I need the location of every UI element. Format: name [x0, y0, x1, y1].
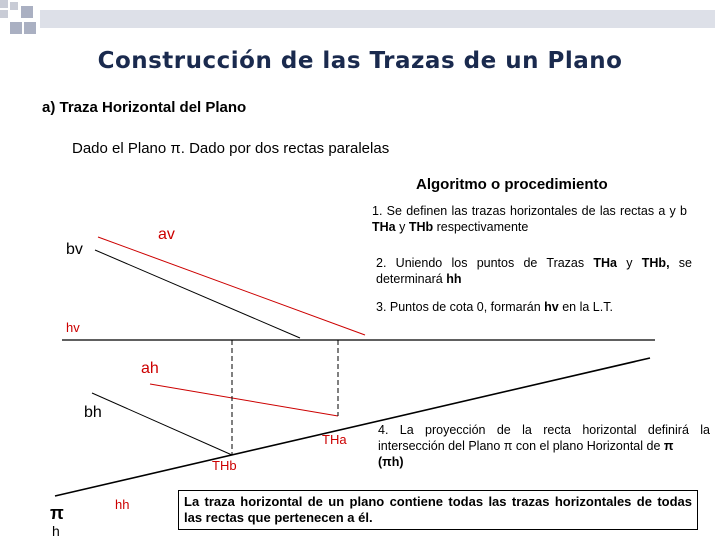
label-bh: bh: [84, 404, 102, 421]
step-4-text: 4. La proyección de la recta horizontal definirá la intersección del Plano π con el plano Horizontal de: [378, 423, 710, 453]
step-3-suffix: en la L.T.: [558, 300, 613, 314]
step-1-tha: THa: [372, 220, 396, 234]
step-1-mid: y: [395, 220, 409, 234]
label-thb: THb: [212, 458, 237, 473]
step-2-suffix: se determinará: [376, 256, 692, 286]
conclusion-box: La traza horizontal de un plano contiene todas las trazas horizontales de todas las rectas que pertenecen a él.: [178, 490, 698, 530]
step-2-text: 2. Uniendo los puntos de Trazas: [376, 256, 594, 270]
label-bv: bv: [66, 241, 83, 258]
line-hh: [55, 358, 650, 496]
step-3-hv: hv: [544, 300, 559, 314]
step-2-hh: hh: [446, 272, 462, 286]
step-2-tha: THa: [593, 256, 618, 270]
page-title: Construcción de las Trazas de un Plano: [97, 48, 623, 74]
algorithm-title: Algoritmo o procedimiento: [416, 176, 608, 193]
label-ah: ah: [141, 360, 159, 377]
label-hh: hh: [115, 497, 130, 512]
label-hv: hv: [66, 320, 80, 335]
step-2-mid: y: [617, 256, 642, 270]
step-4-pih: (πh): [378, 455, 404, 469]
label-tha: THa: [322, 432, 347, 447]
step-1-text: 1. Se definen las trazas horizontales de las rectas a y b: [372, 204, 687, 218]
step-4-pi: π: [663, 439, 674, 453]
step-1-suffix: respectivamente: [433, 220, 529, 234]
label-av: av: [158, 226, 175, 243]
line-ah: [150, 384, 338, 416]
step-2-thb: THb,: [641, 256, 670, 270]
given-statement: Dado el Plano π. Dado por dos rectas paralelas: [72, 140, 390, 157]
step-3-text: 3. Puntos de cota 0, formarán: [376, 300, 545, 314]
line-bh: [92, 393, 232, 455]
label-pi: π: [50, 503, 64, 523]
step-1-thb: THb: [408, 220, 434, 234]
line-av: [98, 237, 365, 335]
line-bv: [95, 250, 300, 338]
section-heading: a) Traza Horizontal del Plano: [42, 99, 247, 116]
label-h: h: [52, 523, 60, 539]
